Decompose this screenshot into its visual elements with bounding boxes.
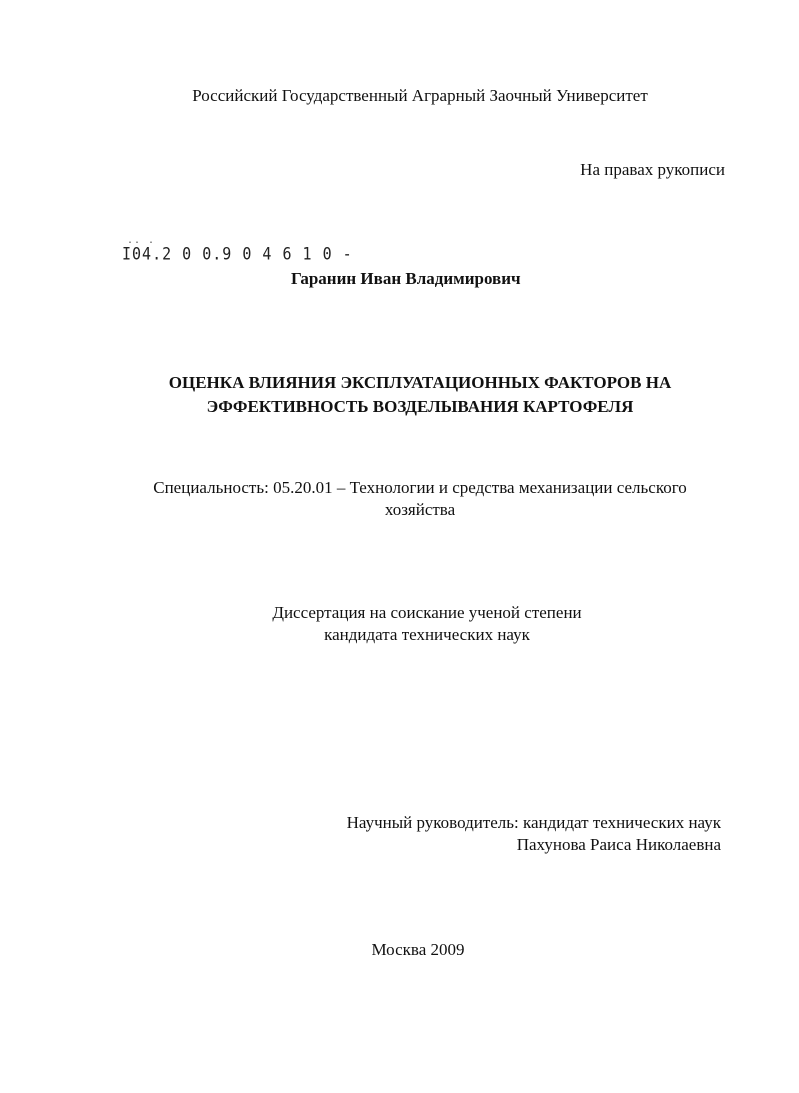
degree-line-2: кандидата технических наук (324, 625, 530, 644)
degree-statement (0, 602, 799, 646)
degree-line-1: Диссертация на соискание ученой степени (272, 603, 582, 622)
university-name: Российский Государственный Аграрный Заочный Университет (192, 86, 648, 105)
specialty-line-2: хозяйства (384, 500, 456, 519)
title-line-2: ЭФФЕКТИВНОСТЬ ВОЗДЕЛЫВАНИЯ КАРТОФЕЛЯ (206, 397, 634, 416)
manuscript-note: На правах рукописи (580, 160, 725, 179)
author-name: Гаранин Иван Владимирович (291, 269, 521, 288)
supervisor-block (347, 812, 721, 856)
title-line-1: ОЦЕНКА ВЛИЯНИЯ ЭКСПЛУАТАЦИОННЫХ ФАКТОРОВ НА (168, 373, 672, 392)
specialty-line-1: Специальность: 05.20.01 – Технологии и средства механизации сельского (153, 478, 687, 497)
dissertation-title (0, 371, 799, 419)
place-and-year: Москва 2009 (371, 940, 465, 959)
specialty (0, 477, 799, 521)
supervisor-line-2: Пахунова Раиса Николаевна (516, 835, 721, 854)
supervisor-line-1: Научный руководитель: кандидат технических наук (346, 813, 721, 832)
registration-stamp-number: I04.2 0 0.9 0 4 6 1 0 - (122, 243, 353, 265)
stamp-marks: .. . (127, 235, 156, 246)
